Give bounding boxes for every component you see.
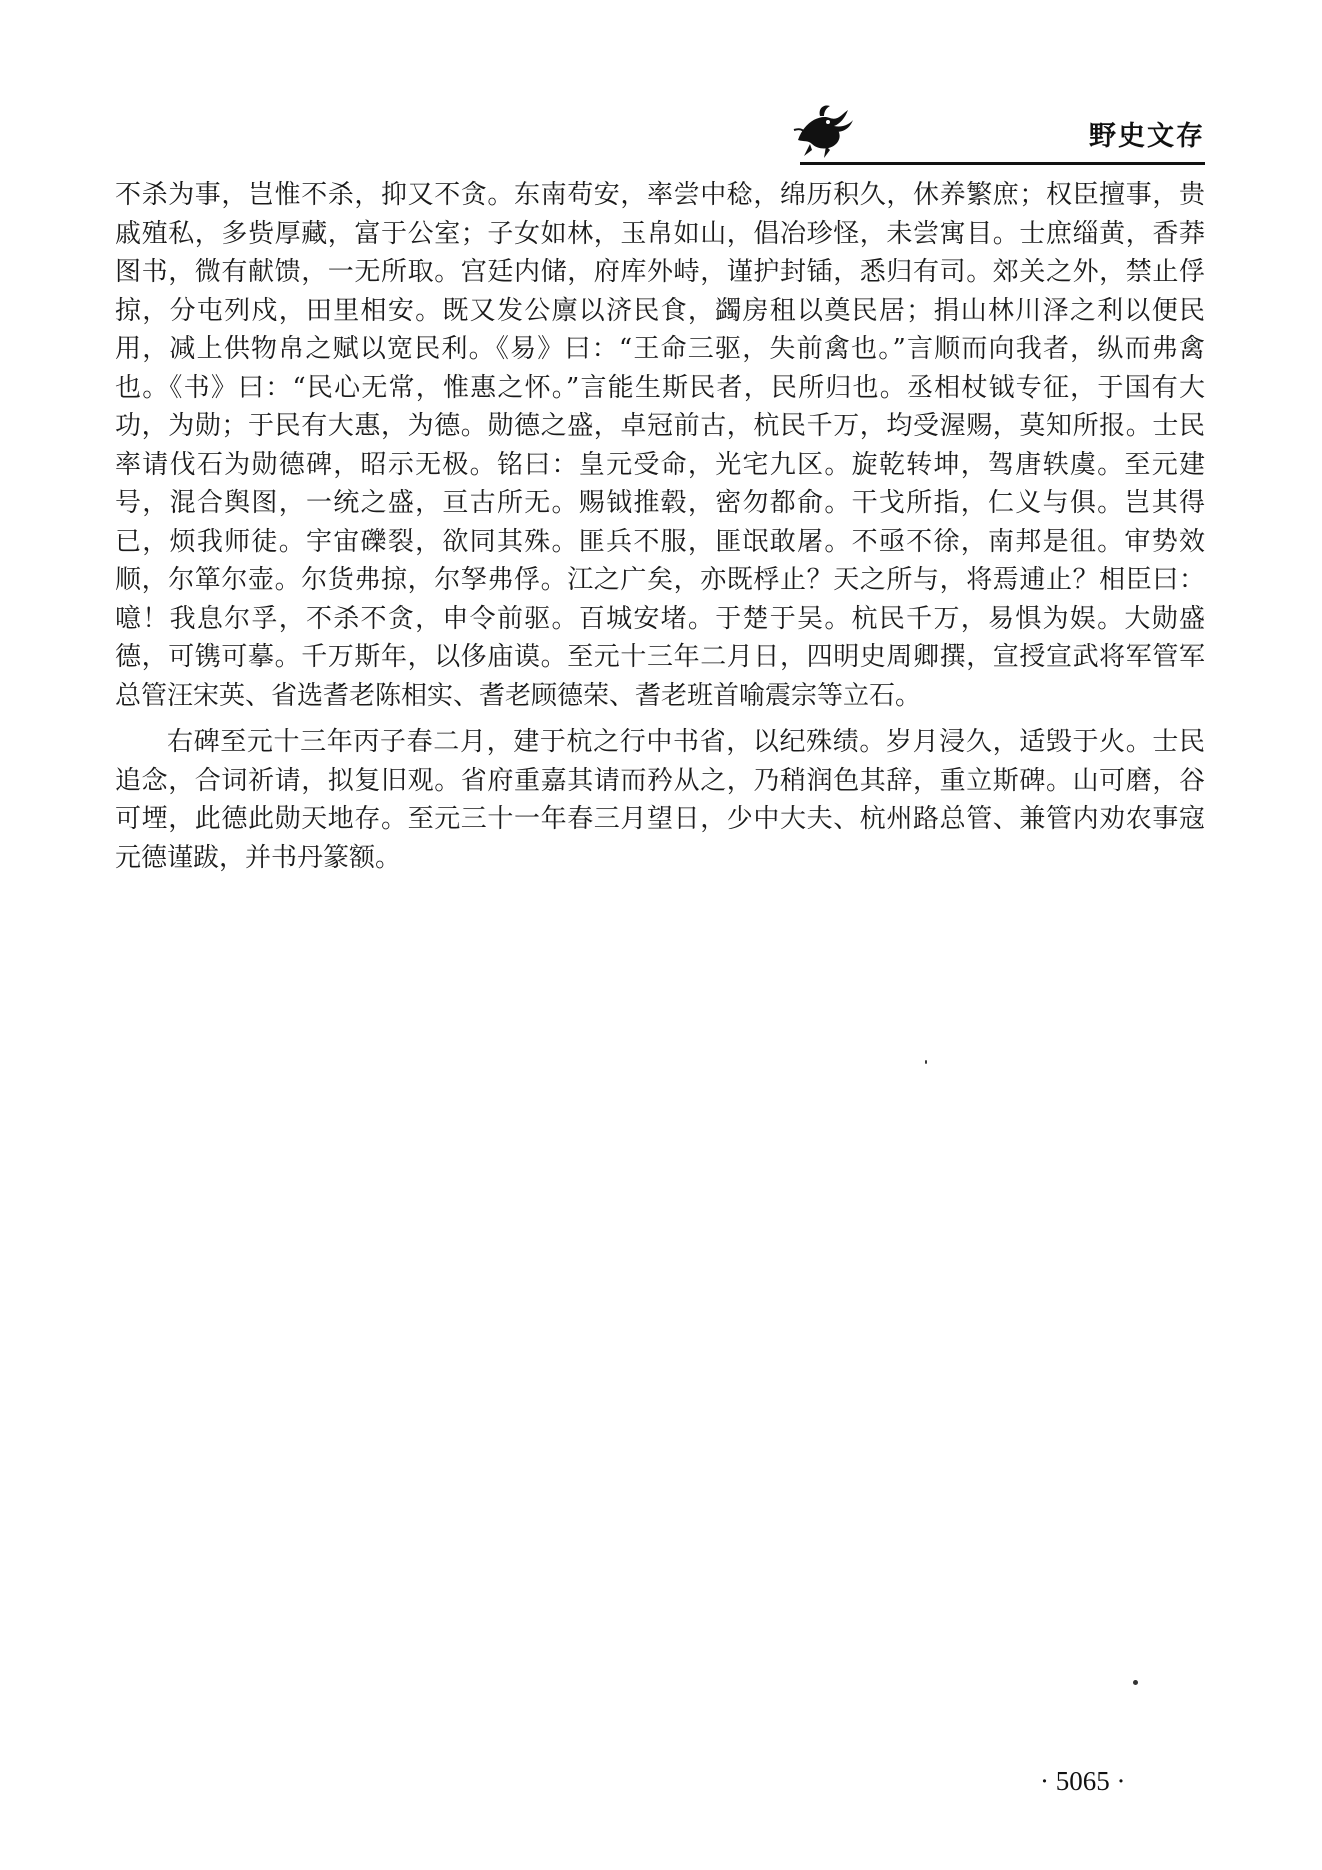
paragraph-inscription: 不杀为事，岂惟不杀，抑又不贪。东南苟安，率尝中稔，绵历积久，休养繁庶；权臣擅事，贵戚殖私，多赀厚藏，富于公室；子女如林，玉帛如山，倡冶珍怪，未尝寓目。士庶缁黄，香莽图书，微有献馈，一无所取。宫廷内储，府库外峙，谨护封锸，悉归有司。郊关之外，禁止俘掠，分屯列戍，田里相安。既又发公廪以济民食，蠲房租以奠民居；捐山林川泽之利以便民用，减上供物帛之赋以宽民利。《易》曰：“王命三驱，失前禽也。”言顺而向我者，纵而弗禽也。《书》曰：“民心无常，惟惠之怀。”言能生斯民者，民所归也。丞相杖钺专征，于国有大功，为勋；于民有大惠，为德。勋德之盛，卓冠前古，杭民千万，均受渥赐，莫知所报。士民率请伐石为勋德碑，昭示无极。铭曰：皇元受命，光宅九区。旋乾转坤，驾唐轶虞。至元建号，混合舆图，一统之盛，亘古所无。赐钺推毂，密勿都俞。干戈所指，仁义与俱。岂其得已，烦我师徒。宇宙礫裂，欲同其殊。匪兵不服，匪氓敢屠。不亟不徐，南邦是徂。审势效顺，尔箪尔壶。尔货弗掠，尔孥弗俘。江之广矣，亦既桴止？天之所与，将焉逋止？相臣曰：噫！我息尔孚，不杀不贪，申令前驱。百城安堵。于楚于吴。杭民千万，易惧为娱。大勋盛德，可镌可摹。千万斯年，以侈庙谟。至元十三年二月日，四明史周卿撰，宣授宣武将军管军总管汪宋英、省选耆老陈相实、耆老顾德荣、耆老班首喻震宗等立石。 xyxy=(115,180,1205,711)
book-title: 野史文存 xyxy=(1089,121,1205,152)
scan-speck xyxy=(1133,1680,1138,1685)
running-header xyxy=(790,100,1205,170)
scan-speck xyxy=(925,1060,927,1064)
dragon-emblem-icon xyxy=(790,100,855,160)
main-text xyxy=(115,176,1205,877)
page-number: · 5065 · xyxy=(1040,1766,1126,1796)
paragraph-postscript: 右碑至元十三年丙子春二月，建于杭之行中书省，以纪殊绩。岁月浸久，适毁于火。士民追念，合词祈请，拟复旧观。省府重嘉其请而矜从之，乃稍润色其辞，重立斯碑。山可磨，谷可堙，此德此勋天地存。至元三十一年春三月望日，少中大夫、杭州路总管、兼管内劝农事寇元德谨跋，并书丹篆额。 xyxy=(115,727,1205,873)
header-divider xyxy=(800,162,1205,165)
